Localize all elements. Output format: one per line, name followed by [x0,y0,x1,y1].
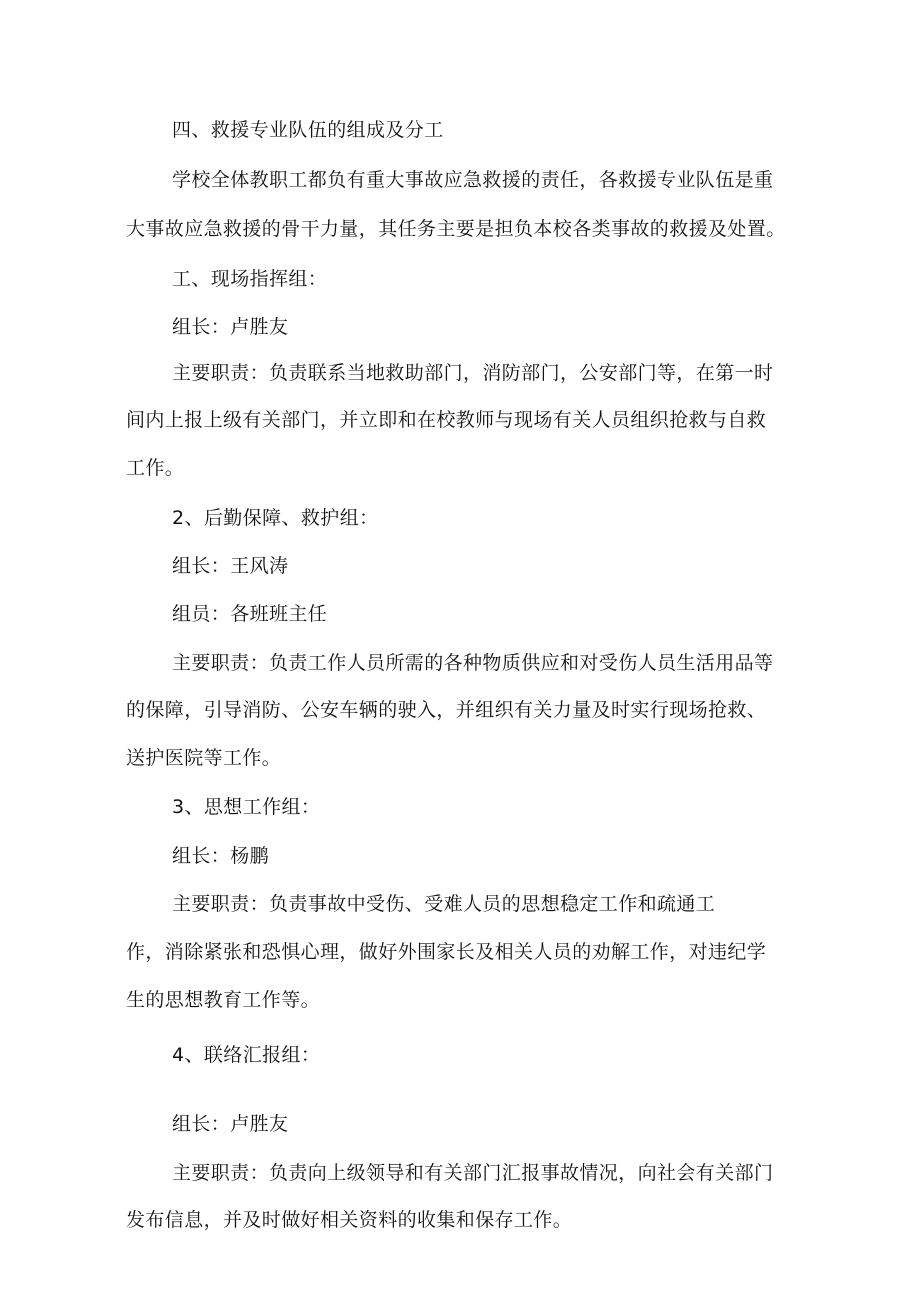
section-heading: 四、救援专业队伍的组成及分工 [172,119,444,141]
group3-title: 3、思想工作组： [172,796,321,818]
group3-duty-line-2: 作，消除紧张和恐惧心理，做好外围家长及相关人员的劝解工作，对违纪学 [126,941,767,963]
intro-line-2: 大事故应急救援的骨干力量，其任务主要是担负本校各类事故的救援及处置。 [126,218,786,240]
group3-leader: 组长：杨鹏 [172,845,270,867]
group4-duty-line-2: 发布信息，并及时做好相关资料的收集和保存工作。 [126,1209,573,1231]
group2-members: 组员：各班班主任 [172,603,328,625]
group2-leader: 组长：王风涛 [172,555,289,577]
group1-leader: 组长：卢胜友 [172,316,289,338]
group2-duty-line-3: 送护医院等工作。 [126,747,282,769]
group3-duty-line-3: 生的思想教育工作等。 [126,989,321,1011]
group2-title: 2、后勤保障、救护组： [172,507,379,529]
group3-duty-line-1: 主要职责：负责事故中受伤、受难人员的思想稳定工作和疏通工 [172,893,716,915]
group4-title: 4、联络汇报组： [172,1044,321,1066]
group4-leader: 组长：卢胜友 [172,1113,289,1135]
group4-duty-line-1: 主要职责：负责向上级领导和有关部门汇报事故情况，向社会有关部门 [172,1162,774,1184]
group2-duty-line-2: 的保障，引导消防、公安车辆的驶入，并组织有关力量及时实行现场抢救、 [126,699,767,721]
group1-duty-line-1: 主要职责：负责联系当地救助部门，消防部门，公安部门等，在第一时 [172,362,774,384]
intro-line-1: 学校全体教职工都负有重大事故应急救援的责任，各救援专业队伍是重 [172,169,774,191]
group2-duty-line-1: 主要职责：负责工作人员所需的各种物质供应和对受伤人员生活用品等 [172,652,774,674]
group1-duty-line-2: 间内上报上级有关部门，并立即和在校教师与现场有关人员组织抢救与自救 [126,409,767,431]
group1-duty-line-3: 工作。 [126,457,185,479]
group1-title: 工、现场指挥组： [172,268,328,290]
